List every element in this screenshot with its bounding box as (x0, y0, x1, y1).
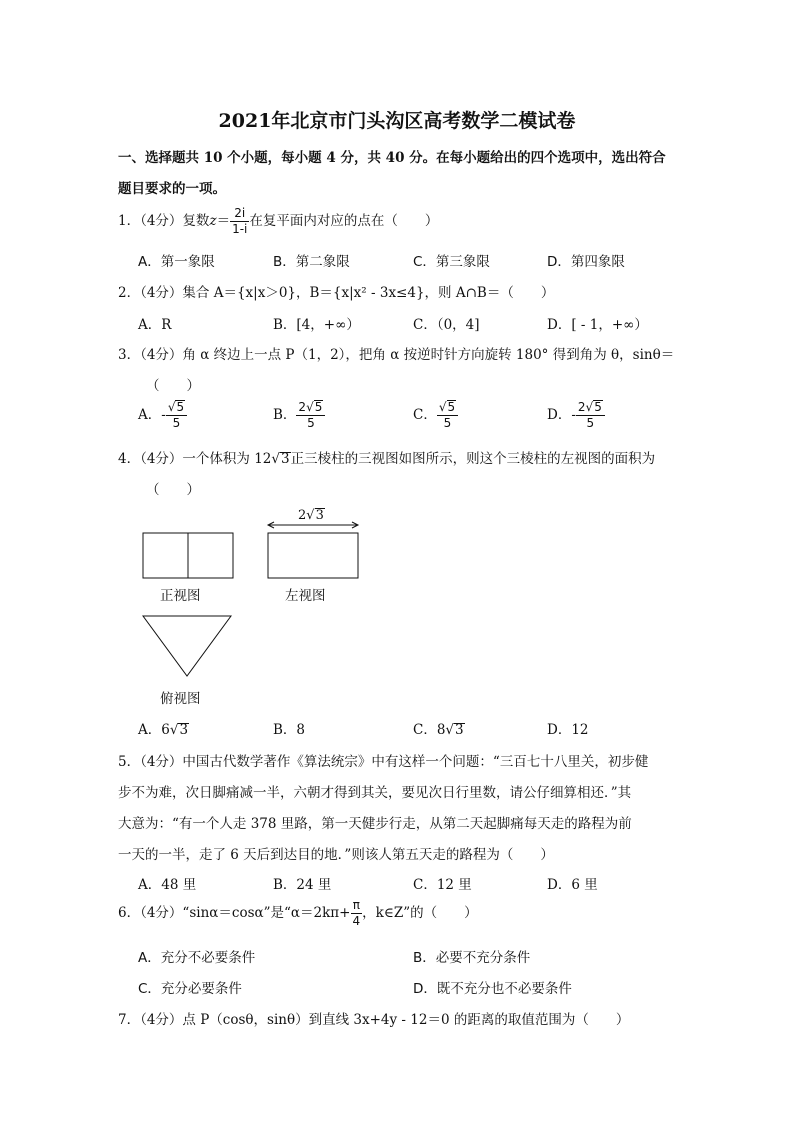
top-view-triangle (143, 616, 231, 676)
q6-text-post: ，k∈Z”的（ ） (362, 905, 478, 921)
q3-option-c-numerator: √5 (437, 400, 458, 416)
q4-text-post: 正三棱柱的三视图如图所示，则这个三棱柱的左视图的面积为 (290, 451, 656, 467)
q2-option-b: B．[4，+∞） (273, 317, 360, 333)
q4-option-d (547, 718, 589, 738)
q1-option-a: A．第一象限 (138, 254, 215, 270)
q5-option-d: D．6 里 (547, 877, 598, 893)
section-header-line-2: 题目要求的一项。 (118, 181, 226, 197)
q4-option-a-radicand: 3 (179, 722, 189, 738)
top-view-label: 俯视图 (160, 691, 201, 707)
q6-option-a: A．充分不必要条件 (138, 950, 256, 966)
question-6 (118, 898, 478, 929)
q3-option-a-sign: - (161, 407, 166, 423)
q3-option-c-radicand: 5 (447, 400, 456, 414)
q3-option-d-fraction (576, 400, 605, 431)
q6-option-b: B．必要不充分条件 (413, 950, 531, 966)
q3-option-a-radicand: 5 (176, 400, 185, 414)
q3-option-a-denominator: 5 (172, 416, 181, 430)
q3-option-a (138, 400, 187, 431)
three-view-figure (130, 500, 380, 710)
question-4-line-1: 4．（4分）一个体积为 12√3正三棱柱的三视图如图所示，则这个三棱柱的左视图的面积为 (118, 451, 656, 467)
q3-option-d-sign: - (571, 407, 576, 423)
dimension-label: 2√3 (298, 508, 324, 523)
q1-variable: z (209, 213, 217, 229)
q2-option-d: D．[ - 1，+∞） (547, 317, 648, 333)
q3-option-b-fraction (296, 400, 325, 431)
q3-option-b-radicand: 5 (314, 400, 323, 414)
question-2: 2．（4分）集合 A＝{x|x＞0}，B＝{x|x² - 3x≤4}，则 A∩B＝（ ） (118, 285, 555, 301)
q4-option-d-label: D．12 (547, 722, 589, 738)
q3-option-c-fraction (437, 400, 458, 431)
q1-equals: ＝ (216, 213, 231, 229)
q4-option-c-radicand: 3 (455, 722, 464, 738)
q5-option-c: C．12 里 (413, 877, 472, 893)
left-view-label: 左视图 (285, 588, 326, 604)
left-view-rect (268, 533, 358, 578)
q3-option-b (273, 400, 325, 431)
q5-option-b: B．24 里 (273, 877, 332, 893)
dimension-radicand: 3 (315, 508, 324, 523)
q6-option-d: D．既不充分也不必要条件 (413, 981, 572, 997)
dimension-coef: 2 (298, 508, 307, 523)
q3-option-d-label: D． (547, 407, 572, 423)
q1-fraction-denominator: 1-i (232, 222, 248, 236)
q5-option-a: A．48 里 (138, 877, 197, 893)
question-3-line-2: （ ） (146, 378, 200, 394)
q6-text-pre: 6．（4分）“sinα＝cosα”是“α＝2kπ+ (118, 905, 351, 921)
question-5-line-4: 一天的一半，走了 6 天后到达目的地．”则该人第五天走的路程为（ ） (118, 847, 554, 863)
q6-fraction-denominator: 4 (352, 914, 361, 928)
question-1 (118, 206, 438, 237)
q1-number: 1． (118, 213, 141, 229)
q2-option-a: A．R (138, 317, 172, 333)
document-title: 2021年北京市门头沟区高考数学二模试卷 (218, 110, 576, 132)
q3-option-b-numerator: 2√5 (296, 400, 325, 416)
q3-option-c-label: C． (413, 407, 437, 423)
q3-option-b-coef: 2 (298, 400, 307, 414)
q1-fraction-numerator: 2i (230, 206, 249, 222)
q4-option-c: C．8√3 (413, 722, 464, 738)
q6-option-c: C．充分必要条件 (138, 981, 242, 997)
q1-points: （4分） (140, 213, 183, 229)
q3-option-a-label: A． (138, 407, 162, 423)
q3-option-b-label: B． (273, 407, 297, 423)
q1-option-d: D．第四象限 (547, 254, 625, 270)
question-4-line-2: （ ） (146, 482, 200, 498)
q3-option-d-denominator: 5 (586, 416, 595, 430)
question-5-line-2: 步不为难，次日脚痛减一半，六朝才得到其关，要见次日行里数，请公仔细算相还．”其 (118, 785, 632, 801)
q3-option-b-denominator: 5 (307, 416, 315, 430)
question-5-line-1: 5．（4分）中国古代数学著作《算法统宗》中有这样一个问题：“三百七十八里关，初步健 (118, 754, 649, 770)
section-header-line-1: 一、选择题共 10 个小题，每小题 4 分，共 40 分。在每小题给出的四个选项中，选出符合 (118, 150, 666, 166)
q1-text-pre: 复数 (182, 213, 210, 229)
question-5-line-3: 大意为：“有一个人走 378 里路，第一天健步行走，从第二天起脚痛每天走的路程为前 (118, 816, 632, 832)
q3-option-d-radicand: 5 (594, 400, 602, 414)
q4-radicand: 3 (281, 451, 290, 467)
q3-option-c-denominator: 5 (443, 416, 452, 430)
q1-fraction (230, 206, 249, 237)
q4-option-b-label: B．8 (273, 722, 306, 738)
q6-fraction (351, 898, 363, 929)
q1-option-b: B．第二象限 (273, 254, 350, 270)
q3-option-d (547, 400, 605, 431)
question-3-line-1: 3．（4分）角 α 终边上一点 P（1，2），把角 α 按逆时针方向旋转 180° 得到角为 θ，sinθ＝ (118, 347, 675, 363)
q3-option-a-numerator: √5 (166, 400, 187, 416)
q1-text-post: 在复平面内对应的点在（ ） (249, 213, 439, 229)
q3-option-c (413, 400, 458, 431)
q4-option-b (273, 718, 305, 738)
front-view-label: 正视图 (160, 588, 201, 604)
q6-fraction-numerator: π (351, 898, 363, 914)
q1-option-c: C．第三象限 (413, 254, 490, 270)
q3-option-d-numerator: 2√5 (576, 400, 605, 416)
question-7: 7．（4分）点 P（cosθ，sinθ）到直线 3x+4y - 12＝0 的距离的取值范围为（ ） (118, 1012, 630, 1028)
q3-option-a-fraction (166, 400, 187, 431)
q4-option-c-label: C．8 (413, 722, 446, 738)
q3-option-d-coef: 2 (577, 400, 586, 414)
q2-option-c: C．（0，4] (413, 317, 480, 333)
q4-option-a-label: A．6 (138, 722, 170, 738)
q4-option-a: A．6√3 (138, 722, 189, 738)
q4-text-pre: 4．（4分）一个体积为 12 (118, 451, 272, 467)
